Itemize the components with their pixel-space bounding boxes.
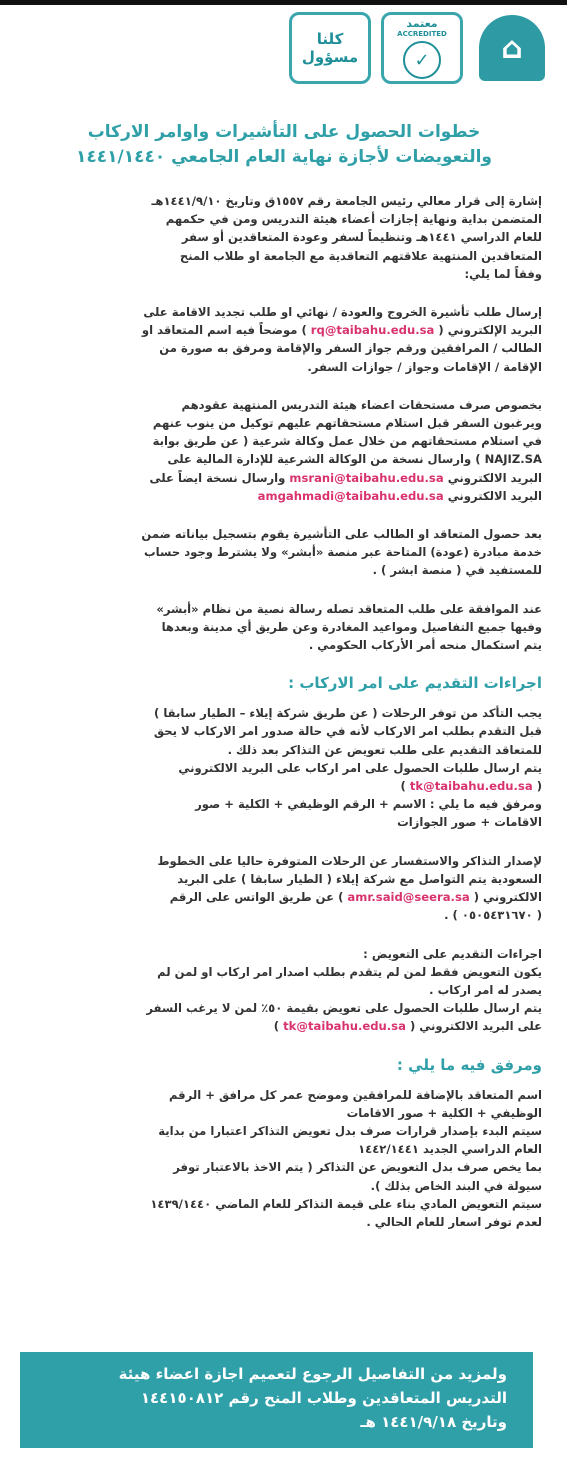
page-title [26,120,542,170]
accredited-arabic: معتمد [406,17,438,30]
section2-paragraph [26,1086,542,1232]
intro-line: وفقاً لما يلي: [464,266,542,281]
section2-line: العام الدراسي الجديد ١٤٤٢/١٤٤١ [358,1142,542,1157]
section1-line: اجراءات التقديم على التعويض : [363,946,542,961]
slogan-logo [289,12,371,84]
intro-line: خدمة مبادرة (عودة) المتاحة عبر منصة «أبشر» ولا يشترط وجود حساب [144,545,542,560]
section1-paragraph [26,704,542,831]
section1-line: ( tk@taibahu.edu.sa ) [400,779,542,794]
intro-line: إشارة إلى قرار معالي رئيس الجامعة رقم ١٥٥٧ق وتاريخ ١٤٤١/٩/١٠هـ [151,194,542,208]
section1-line: الاقامات + صور الجوازات [397,815,542,830]
section1-line: على البريد الالكتروني ( tk@taibahu.edu.sa ) [273,1019,542,1034]
university-logo [473,12,551,84]
section2-line: سيتم التعويض المادي بناء على قيمة التذاكر للعام الماضي ١٤٣٩/١٤٤٠ [150,1196,542,1211]
section1-line: يكون التعويض فقط لمن لم يتقدم بطلب اصدار امر اركاب او لمن لم [157,964,542,979]
section2-list [26,1086,542,1232]
footer-line1: ولمزيد من التفاصيل الرجوع لتعميم اجازة اعضاء هيئة [118,1365,507,1383]
section2-line: سيتم البدء بإصدار قرارات صرف بدل تعويض التذاكر اعتبارا من بداية [158,1123,542,1138]
section1-line: يجب التأكد من توفر الرحلات ( عن طريق شركة إيلاء – الطيار سابقا ) [153,706,542,721]
intro-line: وفيها جميع التفاصيل ومواعيد المغادرة وعن طريق أي مدينة وبعدها [161,619,542,634]
checkmark-seal-icon: ✓ [403,41,441,79]
intro-paragraph [26,600,542,655]
intro-line: للعام الدراسي ١٤٤١هـ وتنظيماً لسفر وعودة المتعاقدين أو سفر [181,230,542,245]
section1-line: الالكتروني ( amr.said@seera.sa ) عن طريق الواتس على الرقم [169,890,542,905]
section1-line: يصدر له امر اركاب . [429,982,542,997]
section1-paragraph [26,945,542,1036]
section1-heading: اجراءات التقديم على امر الاركاب : [288,674,542,693]
section1-line: السعودية يتم التواصل مع شركة إيلاء ( الطيار سابقا ) على البريد [177,871,542,886]
section1-line: يتم ارسال طلبات الحصول على امر اركاب على البريد الالكتروني [178,760,542,775]
email-link[interactable]: rq@taibahu.edu.sa [310,323,435,338]
section1-blocks [26,704,542,1035]
footer-note [20,1352,533,1448]
email-link[interactable]: tk@taibahu.edu.sa [409,779,533,794]
intro-line: عند الموافقة على طلب المتعاقد تصله رسالة نصية من نظام «أبشر» [156,601,542,616]
intro-paragraph [26,303,542,376]
section2-line: بما يخص صرف بدل التعويض عن التذاكر ( يتم الاخذ بالاعتبار توفر [173,1160,542,1175]
top-bar [0,0,567,5]
intro-paragraphs [26,192,542,654]
intro-line: بخصوص صرف مستحقات اعضاء هيئة التدريس المنتهية عقودهم [181,397,542,412]
section2-line: سيولة في البند الخاص بذلك ). [370,1178,542,1193]
university-emblem-icon: ⌂ [479,15,545,81]
section1-line: لإصدار التذاكر والاستفسار عن الرحلات المتوفرة حاليا على الخطوط [157,853,542,868]
intro-line: NAJIZ.SA ) وارسال نسخة من الوكالة الشرعية للإدارة المالية على [167,452,542,467]
footer-line2: التدريس المتعاقدين وطلاب المنح رقم ١٤٤١٥٠٨١٢ [140,1389,507,1407]
intro-line: بعد حصول المتعاقد او الطالب على التأشيرة يقوم بتسجيل بياناته ضمن [141,527,542,542]
title-line2: والتعويضات لأجازة نهاية العام الجامعي ١٤٤١/١٤٤٠ [76,147,492,167]
slogan-line1: كلنا [316,30,344,48]
intro-line: البريد الإلكتروني ( rq@taibahu.edu.sa ) موضحاً فيه اسم المتعاقد او [141,323,542,338]
intro-line: البريد الالكتروني amgahmadi@taibahu.edu.sa [257,488,542,503]
footer-line3: وتاريخ ١٤٤١/٩/١٨ هـ [360,1413,507,1431]
intro-line: في استلام مستحقاتهم من خلال عمل وكالة شرعية ( عن طريق بوابة [152,434,542,449]
email-link[interactable]: tk@taibahu.edu.sa [283,1019,406,1034]
section1-line: يتم ارسال طلبات الحصول على تعويض بقيمة ٥٠٪ لمن لا يرغب السفر [146,1001,542,1016]
intro-line: إرسال طلب تأشيرة الخروج والعودة / نهائي او طلب تجديد الاقامة على [143,305,542,320]
intro-paragraph [26,192,542,283]
intro-line: للمستفيد في ( منصة ابشر ) . [372,563,542,578]
intro-line: يتم استكمال منحه أمر الأركاب الحكومي . [308,638,542,653]
section2-line: اسم المتعاقد بالإضافة للمرافقين وموضح عمر كل مرافق + الرقم [168,1087,542,1102]
section1-line: قبل التقدم بطلب امر الاركاب لأنه في حالة صدور امر الاركاب لا يحق [153,724,542,739]
intro-line: الإقامة / الإقامات وجواز / جوازات السفر. [307,359,542,374]
email-link[interactable]: msrani@taibahu.edu.sa [289,470,444,485]
section1-paragraph [26,852,542,925]
intro-paragraph [26,396,542,505]
title-line1: خطوات الحصول على التأشيرات واوامر الاركاب [87,122,481,142]
accredited-english: ACCREDITED [397,30,447,38]
intro-line: المتضمن بداية ونهاية إجازات أعضاء هيئة التدريس ومن في حكمهم [165,212,542,227]
section2-line: الوظيفي + الكلية + صور الاقامات [346,1105,542,1120]
email-link[interactable]: amr.said@seera.sa [347,890,470,905]
section2-heading: ومرفق فيه ما يلي : [396,1055,542,1074]
section1-line: للمتعاقد التقديم على طلب تعويض عن التذاكر بعد ذلك . [227,742,542,757]
intro-line: الطالب / المرافقين ورقم جواز السفر والإقامة ومرفق به صورة من [159,341,542,356]
header-logos [289,12,551,84]
intro-line: المتعاقدين المنتهية علاقتهم التعاقدية مع الجامعة او طلاب المنح [179,248,542,263]
accredited-logo [381,12,463,84]
slogan-line2: مسؤول [301,48,359,66]
section2-line: لعدم توفر اسعار للعام الحالي . [366,1214,542,1229]
section1-line: ومرفق فيه ما يلي : الاسم + الرقم الوظيفي + الكلية + صور [195,797,542,812]
intro-line: البريد الالكتروني msrani@taibahu.edu.sa وارسال نسخة ايضاً على [149,470,542,485]
intro-line: ويرغبون السفر قبل استلام مستحقاتهم عليهم توكيل من ينوب عنهم [152,416,542,431]
email-link[interactable]: amgahmadi@taibahu.edu.sa [257,488,444,503]
section1-line: ( ٠٥٠٥٤٣١٦٧٠ ) . [444,908,542,923]
document-body [26,120,542,1251]
intro-paragraph [26,525,542,580]
